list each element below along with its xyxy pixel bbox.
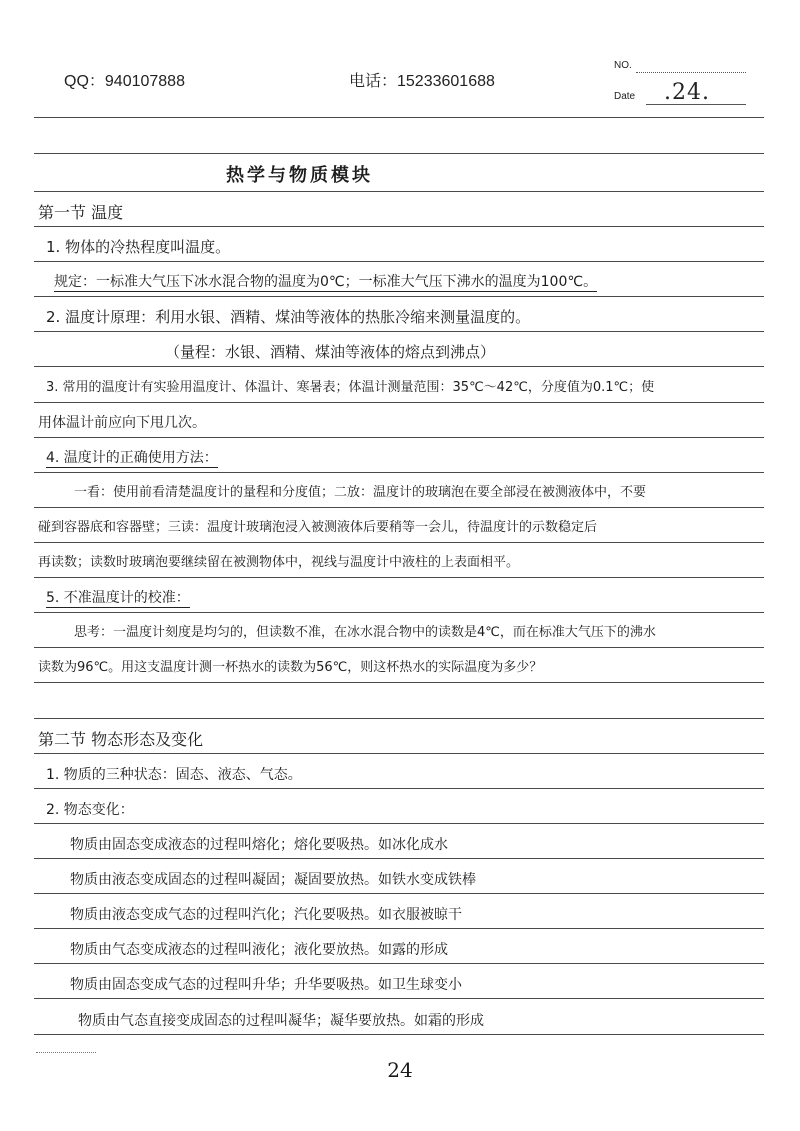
date-value: .24. xyxy=(664,80,710,105)
ruled-line xyxy=(34,117,764,118)
module-title: 热学与物质模块 xyxy=(226,165,373,186)
section-1-title: 第一节 温度 xyxy=(38,203,124,222)
qq-contact: QQ：940107888 xyxy=(64,73,185,90)
section-1-item-3-line-1: 3. 常用的温度计有实验用温度计、体温计、寒暑表；体温计测量范围：35℃～42℃，分度值为0.1℃；使 xyxy=(46,380,655,395)
section-1-item-4-line-3: 再读数；读数时玻璃泡要继续留在被测物体中，视线与温度计中液柱的上表面相平。 xyxy=(38,555,520,570)
section-2-item-1: 1. 物质的三种状态：固态、液态、气态。 xyxy=(46,767,302,783)
date-label: Date xyxy=(614,91,636,102)
ruled-line xyxy=(34,963,764,964)
ruled-line xyxy=(34,753,764,754)
ruled-line xyxy=(34,577,764,578)
ruled-line xyxy=(34,1034,764,1035)
page-number: 24 xyxy=(387,1058,413,1082)
section-1-item-5: 5. 不准温度计的校准： xyxy=(46,590,190,606)
section-1-item-4-line-2: 碰到容器底和容器壁；三读：温度计玻璃泡浸入被测液体后要稍等一会儿，待温度计的示数稳定后 xyxy=(38,520,598,535)
phase-change-line: 物质由固态变成液态的过程叫熔化；熔化要吸热。如冰化成水 xyxy=(70,837,448,853)
page-header xyxy=(0,60,800,105)
section-2-item-2: 2. 物态变化： xyxy=(46,802,134,818)
ruled-line xyxy=(34,296,764,297)
ruled-line xyxy=(34,366,764,367)
ruled-line xyxy=(34,718,764,719)
section-1-item-2-note: （量程：水银、酒精、煤油等液体的熔点到沸点） xyxy=(165,343,496,361)
ruled-line xyxy=(34,507,764,508)
phase-change-line: 物质由固态变成气态的过程叫升华；升华要吸热。如卫生球变小 xyxy=(70,977,462,993)
ruled-line xyxy=(34,788,764,789)
ruled-line xyxy=(34,402,764,403)
ruled-line xyxy=(34,472,764,473)
footer-dots xyxy=(36,1052,96,1053)
ruled-line xyxy=(34,928,764,929)
section-1-item-4-line-1: 一看：使用前看清楚温度计的量程和分度值；二放：温度计的玻璃泡在要全部浸在被测液体中，不要 xyxy=(74,485,647,500)
date-field-line xyxy=(646,104,746,105)
phase-change-line: 物质由液态变成固态的过程叫凝固；凝固要放热。如铁水变成铁棒 xyxy=(70,872,476,888)
phase-change-line: 物质由气态直接变成固态的过程叫凝华；凝华要放热。如霜的形成 xyxy=(78,1013,484,1029)
phone-contact: 电话：15233601688 xyxy=(349,73,495,90)
ruled-line xyxy=(34,998,764,999)
section-1-item-3-line-2: 用体温计前应向下甩几次。 xyxy=(38,415,206,431)
ruled-line xyxy=(34,858,764,859)
section-1-item-1-note: 规定：一标准大气压下冰水混合物的温度为0℃；一标准大气压下沸水的温度为100℃。 xyxy=(54,274,598,290)
ruled-line xyxy=(34,437,764,438)
section-1-item-5-line-2: 读数为96℃。用这支温度计测一杯热水的读数为56℃，则这杯热水的实际温度为多少？ xyxy=(38,660,543,675)
no-field-line xyxy=(636,72,746,73)
phase-change-line: 物质由液态变成气态的过程叫汽化；汽化要吸热。如衣服被晾干 xyxy=(70,907,462,923)
ruled-line xyxy=(34,191,764,192)
ruled-line xyxy=(34,612,764,613)
ruled-line xyxy=(34,823,764,824)
ruled-line xyxy=(34,153,764,154)
ruled-line xyxy=(34,647,764,648)
ruled-line xyxy=(34,226,764,227)
ruled-line xyxy=(34,261,764,262)
ruled-line xyxy=(34,893,764,894)
section-1-item-5-line-1: 思考：一温度计刻度是均匀的，但读数不准，在冰水混合物中的读数是4℃，而在标准大气压下的沸水 xyxy=(74,625,656,640)
no-label: NO. xyxy=(614,60,632,71)
ruled-line xyxy=(34,331,764,332)
section-1-item-4: 4. 温度计的正确使用方法： xyxy=(46,450,218,466)
section-2-title: 第二节 物态形态及变化 xyxy=(38,730,204,749)
phase-change-line: 物质由气态变成液态的过程叫液化；液化要放热。如露的形成 xyxy=(70,942,448,958)
section-1-item-2: 2. 温度计原理：利用水银、酒精、煤油等液体的热胀冷缩来测量温度的。 xyxy=(46,308,531,326)
ruled-line xyxy=(34,682,764,683)
section-1-item-1: 1. 物体的冷热程度叫温度。 xyxy=(46,238,231,256)
ruled-line xyxy=(34,542,764,543)
